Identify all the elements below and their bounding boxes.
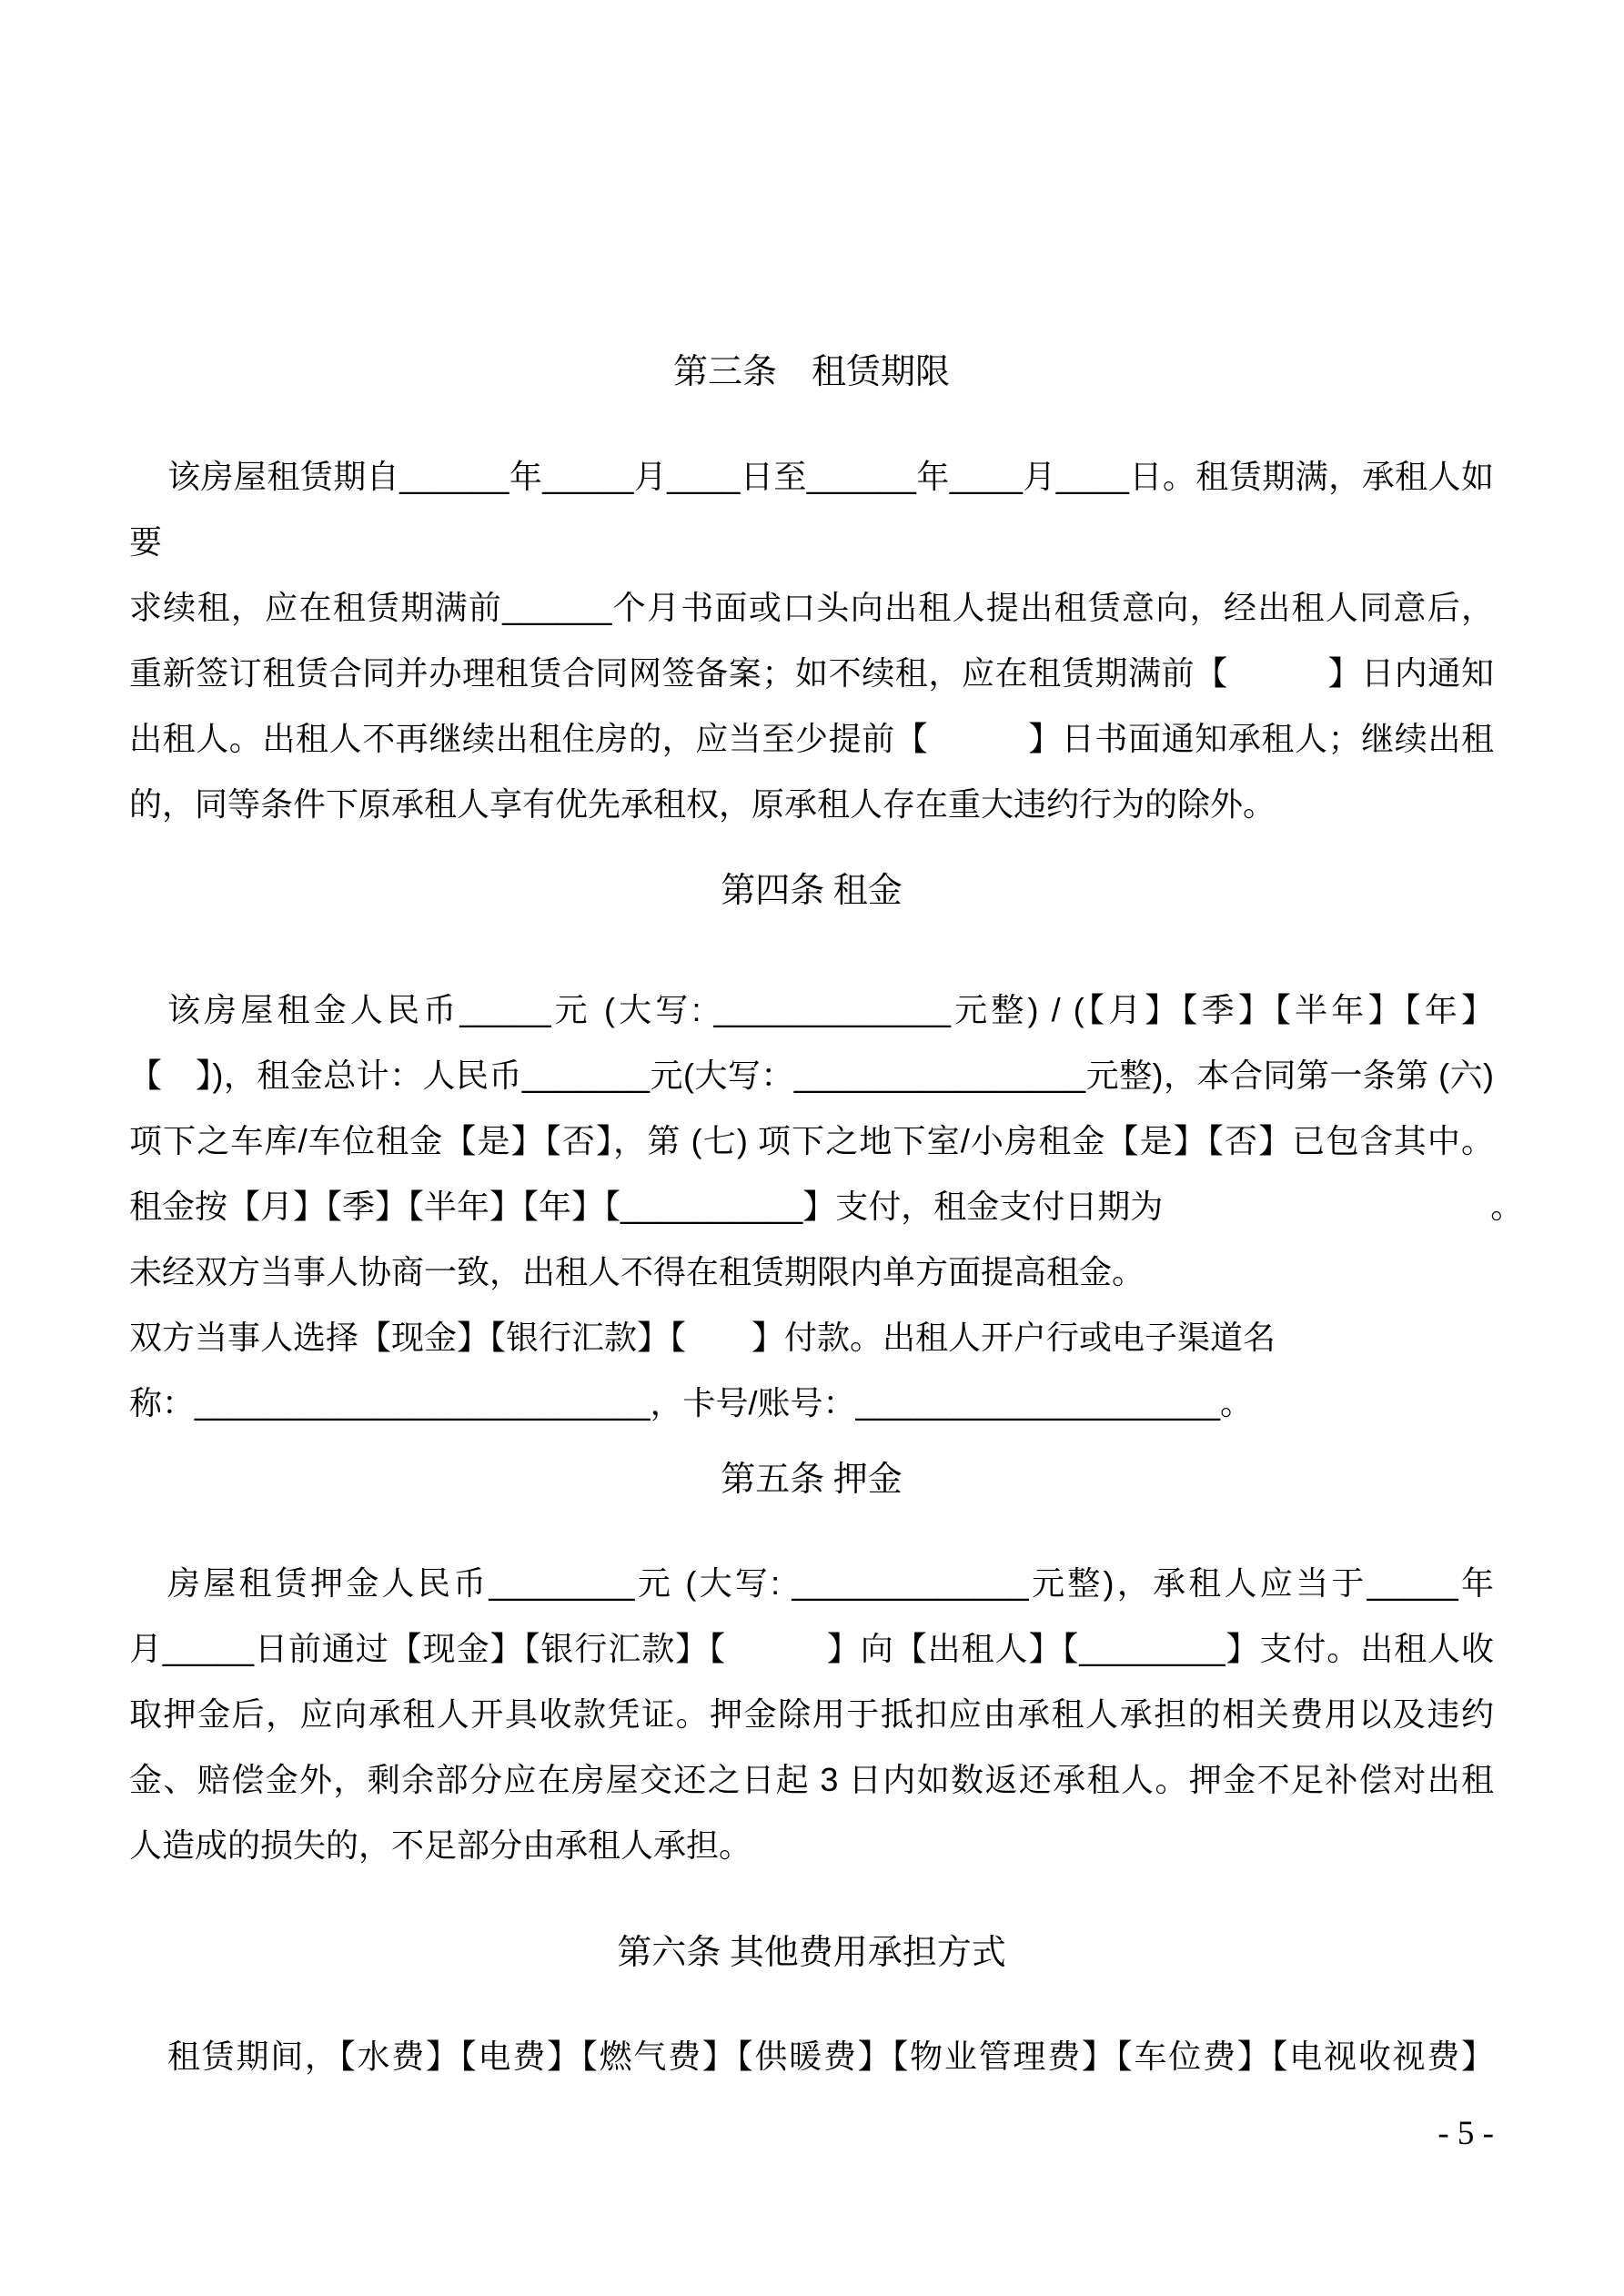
- paragraph-line: 该房屋租金人民币_____元 (大写: _____________元整) / (【月】【季】【半年】【年】: [167, 991, 1494, 1028]
- article-5-paragraph: [129, 1551, 1494, 1878]
- paragraph-line: 金、赔偿金外，剩余部分应在房屋交还之日起 3 日内如数返还承租人。押金不足补偿对出租: [129, 1761, 1494, 1798]
- paragraph-line: 该房屋租赁期自______年_____月____日至______年____月____日。租赁期满，承租人如要: [129, 458, 1494, 561]
- article-3-paragraph: [129, 444, 1494, 837]
- paragraph-line: 房屋租赁押金人民币________元 (大写: _____________元整)，承租人应当于_____年: [167, 1564, 1494, 1602]
- paragraph-line: 称：_________________________，卡号/账号：____________________。: [129, 1384, 1253, 1421]
- document-content: [0, 353, 1624, 2153]
- article-6-title: 第六条 其他费用承担方式: [617, 1934, 1006, 1972]
- paragraph-line: 重新签订租赁合同并办理租赁合同网签备案；如不续租，应在租赁期满前【 】日内通知: [129, 654, 1494, 692]
- paragraph-line: 出租人。出租人不再继续出租住房的，应当至少提前【 】日书面通知承租人；继续出租: [129, 720, 1494, 757]
- article-4-title: 第四条 租金: [721, 872, 903, 910]
- article-5-title: 第五条 押金: [721, 1461, 903, 1499]
- paragraph-line: 人造成的损失的，不足部分由承租人承担。: [129, 1826, 752, 1864]
- page-number: - 5 -: [1437, 2115, 1494, 2152]
- paragraph-line: 项下之车库/车位租金【是】【否】，第 (七) 项下之地下室/小房租金【是】【否】已包含其中。: [129, 1122, 1494, 1159]
- article-6-paragraph: [129, 2024, 1494, 2089]
- paragraph-line: 求续租，应在租赁期满前______个月书面或口头向出租人提出租赁意向，经出租人同意后，: [129, 589, 1494, 626]
- paragraph-line: 租金按【月】【季】【半年】【年】【__________】支付，租金支付日期为 。: [129, 1188, 1524, 1225]
- paragraph-line: 取押金后，应向承租人开具收款凭证。押金除用于抵扣应由承租人承担的相关费用以及违约: [129, 1695, 1494, 1733]
- paragraph-line: 的，同等条件下原承租人享有优先承租权，原承租人存在重大违约行为的除外。: [129, 785, 1276, 823]
- paragraph-line: 【 】)，租金总计：人民币_______元(大写：________________元整)，本合同第一条第 (六): [129, 1057, 1494, 1094]
- article-4-paragraph: [129, 977, 1524, 1436]
- paragraph-line: 租赁期间，【水费】【电费】【燃气费】【供暖费】【物业管理费】【车位费】【电视收视费】: [167, 2038, 1494, 2075]
- paragraph-line: 月_____日前通过【现金】【银行汇款】【 】向【出租人】【________】支付。出租人收: [129, 1630, 1494, 1667]
- paragraph-line: 双方当事人选择【现金】【银行汇款】【 】付款。出租人开户行或电子渠道名: [129, 1319, 1276, 1356]
- paragraph-line: 未经双方当事人协商一致，出租人不得在租赁期限内单方面提高租金。: [129, 1253, 1145, 1290]
- article-3-title: 第三条 租赁期限: [672, 353, 950, 391]
